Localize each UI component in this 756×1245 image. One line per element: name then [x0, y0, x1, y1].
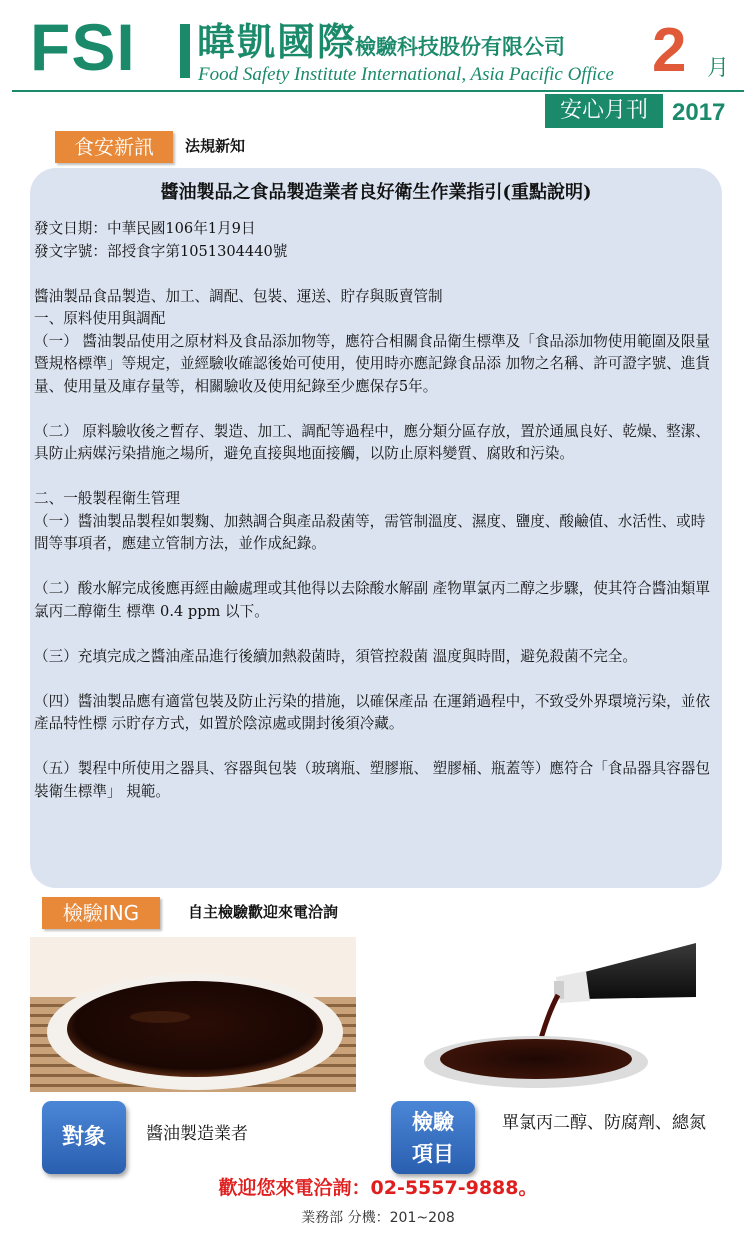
- test-items-label-line1: 檢驗: [412, 1110, 454, 1134]
- article-paragraph: （三）充填完成之醬油產品進行後續加熱殺菌時，須管控殺菌 溫度與時間，避免殺菌不完全。: [34, 647, 637, 665]
- article-paragraph: （一） 醬油製品使用之原材料及食品添加物等，應符合相關食品衛生標準及「食品添加物使用範圍及限量暨規格標準」等規定，並經驗收確認後始可使用，使用時亦應記錄食品添 加物之名稱、許可證字號、進貨量、使用量及庫存量等，相關驗收及使用紀錄至少應保存5年。: [34, 332, 710, 395]
- target-label-button: 對象: [42, 1101, 126, 1174]
- logo-divider: [180, 24, 190, 78]
- tab-food-safety-news: 食安新訊: [55, 131, 173, 163]
- article-paragraph: （五）製程中所使用之器具、容器與包裝（玻璃瓶、塑膠瓶、 塑膠桶、瓶蓋等）應符合「食品器具容器包裝衛生標準」 規範。: [34, 760, 710, 800]
- article-line: 醬油製品食品製造、加工、調配、包裝、運送、貯存與販賣管制: [34, 287, 443, 305]
- article-paragraph: （四）醬油製品應有適當包裝及防止污染的措施，以確保產品 在運銷過程中，不致受外界環境污染，並依產品特性標 示貯存方式，如置於陰涼處或開封後須冷藏。: [34, 692, 710, 732]
- target-value: 醬油製造業者: [146, 1124, 248, 1144]
- article-paragraph: （一）醬油製品製程如製麴、加熱調合與產品殺菌等，需管制溫度、濕度、鹽度、酸鹼值、水活性、或時間等事項者，應建立管制方法，並作成紀錄。: [34, 512, 706, 552]
- article-line: 發文日期：中華民國106年1月9日: [34, 220, 256, 237]
- issue-label: 安心月刊: [545, 94, 663, 128]
- article-paragraph: （二）酸水解完成後應再經由鹼處理或其他得以去除酸水解副 產物單氯丙二醇之步驟，使其符合醬油類單氯丙二醇衛生 標準 0.4 ppm 以下。: [34, 580, 710, 620]
- company-name-en: Food Safety Institute International, Asia Pacific Office: [198, 64, 614, 85]
- test-items-label-button: [391, 1101, 475, 1174]
- issue-month-char: 月: [707, 56, 730, 81]
- issue-year: 2017: [672, 99, 726, 126]
- fsi-logo: FSI: [30, 10, 136, 84]
- article-line: 一、原料使用與調配: [34, 310, 166, 327]
- test-items-value: 單氯丙二醇、防腐劑、總氮: [502, 1113, 706, 1133]
- issue-month-number: 2: [652, 16, 687, 85]
- article-line: 發文字號：部授食字第1051304440號: [34, 242, 288, 260]
- company-name-cn-sub: 檢驗科技股份有限公司: [355, 35, 565, 59]
- header-rule: [12, 90, 744, 92]
- tab-testing-ing: 檢驗ING: [42, 897, 160, 929]
- article-paragraph: （二） 原料驗收後之暫存、製造、加工、調配等過程中，應分類分區存放，置於通風良好、乾燥、整潔、具防止病媒污染措施之場所，避免直接與地面接觸，以防止原料變質、腐敗和污染。: [34, 422, 710, 462]
- test-items-label-line2: 項目: [412, 1142, 454, 1166]
- soy-sauce-bottle-image: [358, 937, 696, 1092]
- section-subtitle-regulations: 法規新知: [185, 137, 246, 155]
- article-body: [34, 218, 714, 803]
- contact-extension: 業務部 分機：201~208: [301, 1210, 455, 1226]
- section-subtitle-testing: 自主檢驗歡迎來電洽詢: [188, 903, 339, 921]
- contact-phone[interactable]: 歡迎您來電洽詢：02-5557-9888。: [218, 1177, 538, 1199]
- company-name-cn: 暐凱國際: [197, 20, 358, 64]
- article-title: 醬油製品之食品製造業者良好衛生作業指引(重點說明): [160, 182, 592, 203]
- soy-sauce-dish-image: [30, 937, 356, 1092]
- article-line: 二、一般製程衛生管理: [34, 490, 180, 507]
